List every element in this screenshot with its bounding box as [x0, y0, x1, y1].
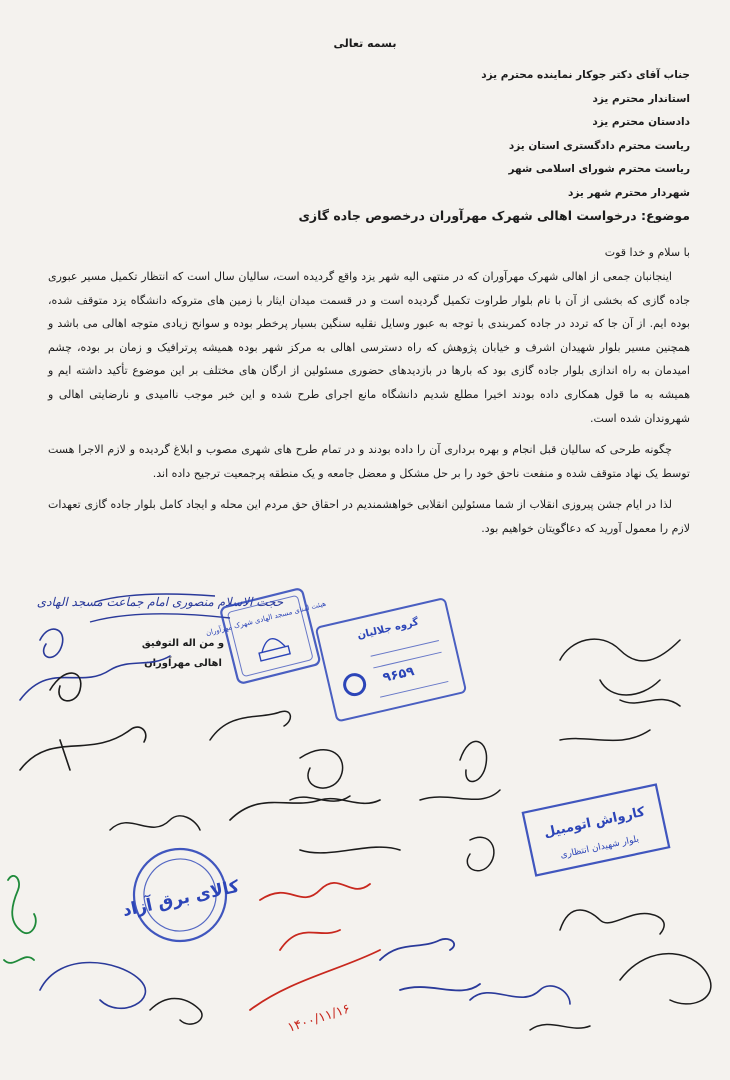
green-signature — [4, 876, 36, 963]
closing-phrase: و من اله التوفیق — [141, 638, 225, 649]
signature — [380, 939, 480, 991]
body-paragraph: چگونه طرحی که سالیان قبل انجام و بهره برداری آن را داده بودند و در تمام طرح های شهری مصوب و ابلاغ گردیده و لازم الاجرا هست توسط یک نهاد متوقف شده و منفعت ناحق خود را بر حل مشکل و معضل جامعه و یک منطقه پرجمعیت ترجیح داده اند. — [48, 443, 690, 480]
signature — [230, 799, 400, 853]
signature — [20, 629, 170, 700]
handwritten-text: حجت الاسلام منصوری امام جماعت مسجد الهادی — [36, 595, 284, 609]
signature — [40, 963, 145, 1009]
recipient-line: ریاست محترم دادگستری استان یزد — [508, 139, 690, 152]
recipient-line: جناب آقای دکتر جوکار نماینده محترم یزد — [481, 69, 690, 81]
recipient-line: شهردار محترم شهر یزد — [567, 186, 690, 199]
business-stamp — [316, 598, 466, 721]
recipient-line: استاندار محترم یزد — [592, 92, 690, 105]
signature — [290, 750, 350, 801]
signature — [620, 954, 711, 1004]
letter-greeting: با سلام و خدا قوت — [604, 246, 690, 259]
red-signature — [250, 883, 380, 1036]
business-stamp-number: ۹۶۵۹ — [381, 664, 416, 686]
signature — [150, 998, 202, 1024]
signature — [210, 711, 290, 740]
bismillah-heading: بسمه تعالی — [333, 37, 397, 50]
signature — [467, 837, 494, 870]
body-paragraph: لذا در ایام جشن پیروزی انقلاب از شما مسئولین انقلابی خواهشمندیم در احقاق حق مردم این محله و ایجاد کامل بلوار جاده گازی تعهدات لازم را معمول آورید که دعاگویتان خواهیم بود. — [48, 498, 690, 535]
store-stamp — [112, 838, 247, 953]
letter-subject: موضوع: درخواست اهالی شهرک مهرآوران درخصوص جاده گازی — [298, 208, 690, 223]
mosque-stamp-text: هیئت امنای مسجد الهادی شهرک مهرآوران — [205, 599, 327, 638]
signature — [560, 700, 680, 741]
recipient-line: دادستان محترم یزد — [592, 116, 690, 128]
signature — [470, 986, 570, 1004]
store-stamp-text: کالای برق آزاد — [120, 876, 241, 922]
carwash-stamp — [523, 785, 669, 876]
recipient-line: ریاست محترم شورای اسلامی شهر — [508, 163, 690, 175]
signature — [560, 639, 680, 695]
signature — [420, 741, 500, 800]
carwash-stamp-address: بلوار شهیدان انتظاری — [559, 834, 640, 861]
signature — [560, 910, 664, 934]
signature — [530, 1024, 590, 1030]
signature — [110, 816, 200, 830]
signature — [20, 727, 146, 770]
signature-date: ۱۴۰۰/۱۱/۱۶ — [285, 1001, 352, 1036]
closing-signatory: اهالی مهرآوران — [144, 658, 222, 669]
business-stamp-title: گروه جلالیان — [356, 616, 420, 642]
carwash-stamp-title: کارواش اتومبیل — [542, 804, 647, 841]
body-paragraph: اینجانبان جمعی از اهالی شهرک مهرآوران که در منتهی الیه شهر یزد واقع گردیده است، سالیان سال است که انتظار تکمیل مسیر عبوری جاده گازی که بخشی از آن با نام بلوار طراوت تکمیل گردیده است و در قسمت میدان ایثار با زمین های متروکه دانشگاه یزد متوقف شده، بوده ایم. از آن جا که تردد در جاده کمربندی با توجه به عبور وسایل نقلیه سنگین بسیار پرخطر بوده و سوانح زیادی متوجه اهالی می باشد و همچنین مسیر بلوار شهیدان اشرف و خیابان پژوهش که راه دسترسی اهالی به مرکز شهر بوده همیشه پرترافیک و زمان بر بوده، چشم امیدمان به راه اندازی بلوار جاده گازی بود که بارها در بازدیدهای حضوری مسئولین از ارگان های مختلف بر این موضوع تأکید داشته ایم و همیشه به ما قول همکاری داده بودند اخیرا مطلع شدیم دانشگاه مانع اجرای طرح شده و این خبر موجب ناامیدی و نارضایتی اهالی و شهروندان شده است. — [48, 270, 690, 425]
